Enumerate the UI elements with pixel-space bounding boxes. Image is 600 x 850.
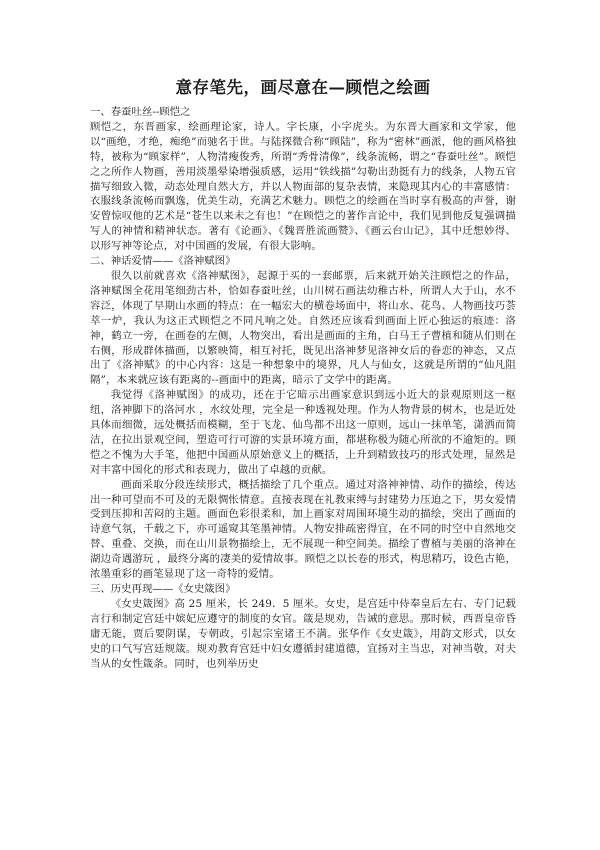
document-page <box>90 78 516 671</box>
section-heading: 一、春蚕吐丝--顾恺之 <box>90 106 191 118</box>
section-3 <box>90 582 516 671</box>
section-heading: 二、神话爱情——《洛神赋图》 <box>90 255 236 268</box>
body-paragraph: 画面采取分段连续形式，概括描绘了几个重点。通过对洛神神情、动作的描绘，传达出一种可望而不可及的无限惆怅情意。直接表现在礼教束缚与封建势力压迫之下，男女爱情受到压抑和苦闷的主题。画面色彩很柔和，加上画家对周围环境生动的描绘，突出了画面的诗意气氛，千载之下，亦可遥窥其笔墨神情。人物安排疏密得宜，在不同的时空中自然地交替、重叠、交换，而在山川景物描绘上，无不展现一种空间美。描绘了曹植与美丽的洛神在湖边奇遇游玩 ，最终分离的凄美的爱情故事。顾恺之以长卷的形式，构思精巧，设色古艳，浓墨重彩的画笔显现了这一奇特的爱情。 <box>90 478 516 581</box>
section-heading: 三、历史再现——《女史箴图》 <box>90 583 236 595</box>
document-title: 意存笔先，画尽意在—顾恺之绘画 <box>175 78 431 97</box>
body-paragraph: 很久以前就喜欢《洛神赋图》，起源于买的一套邮票，后来就开始关注顾恺之的作品，洛神赋图全花用笔细劲古朴，恰如春蚕吐丝，山川树石画法幼稚古朴，所谓人大于山，水不容泛，体现了早期山水画的特点：在一幅宏大的横卷场面中，将山水、花鸟、人物画技巧荟萃一炉，我认为这正式顾恺之不同凡响之处。自然还应该看到画面上匠心独运的痕迹：洛神，鹤立一旁，在画卷的左侧，人物突出，看出是画面的主角，白马王子曹植和随从们则在右侧，形成群体描画，以繁映简，相互衬托，既见出洛神梦见洛神女后的眷恋的神态，又点出了《洛神赋》的中心内容：这是一种想象中的境界，凡人与仙女，这就是所谓的“仙凡阻隔”，本来就应该有距离的--画面中的距离，暗示了文学中的距离。 <box>90 269 516 387</box>
section-2 <box>90 254 516 582</box>
body-paragraph: 我觉得《洛神赋图》的成功，还在于它暗示出画家意识到远小近大的景观原则这一枢纽，洛神脚下的洛河水 ，水纹处理，完全是一种透视处理。作为人物背景的树木，也是近处具体而细微，远处概括而模糊，至于飞龙、仙鸟都不出这一原则，远山一抹单笔，潇洒而简洁，在拉出景观空间，塑造可行可游的实景环境方面，都堪称极为随心所欲的不逾矩的。顾恺之不愧为大手笔，他把中国画从原始意义上的概括，上升到精致技巧的形式处理，显然是对丰富中国化的形式和表现力，做出了卓越的贡献。 <box>90 389 516 476</box>
body-paragraph: 《女史箴图》高 25 厘米，长 249．5 厘米。女史，是宫廷中侍奉皇后左右、专门记载言行和制定宫廷中嫔妃应遵守的制度的女官。箴是规劝，告诫的意思。那时候，西晋皇帝昏庸无能，贾后要阴谋，专朝政，引起宗室诸王不满。张华作《女史箴》，用韵文形式，以女史的口气写宫廷规箴。规劝教育宫廷中妇女遵循封建道德，宜扬对主当忠，对神当敬，对夫当从的女性箴条。同时，也列举历史 <box>90 597 516 670</box>
body-paragraph: 顾恺之，东晋画家，绘画理论家，诗人。字长康，小字虎头。为东晋大画家和文学家，他以“画绝，才绝，痴绝”而驰名于世。与陆探微合称“顾陆”，称为“密林”画派，他的画风格独特，被称为“顾家样”，人物清瘦俊秀，所谓“秀骨清像”，线条流畅，谓之“春蚕吐丝”。顾恺之之所作人物画，善用淡墨晕染增强质感，运用“铁线描”勾勒出劲挺有力的线条，人物五官描写细致入微，动态处理自然大方，并以人物面部的复杂表情，来隐现其内心的丰富感情：衣服线条流畅而飘逸，优美生动，充满艺术魅力。顾恺之的绘画在当时享有极高的声誉，谢安曾惊叹他的艺术是“苍生以来未之有也！”在顾恺之的著作言论中，我们见到他反复强调描写人的神情和精神状态。著有《论画》、《魏晋胜流画赞》、《画云台山记》，其中迁想妙得、以形写神等论点，对中国画的发展，有很大影响。 <box>90 120 516 253</box>
section-1 <box>90 105 516 254</box>
